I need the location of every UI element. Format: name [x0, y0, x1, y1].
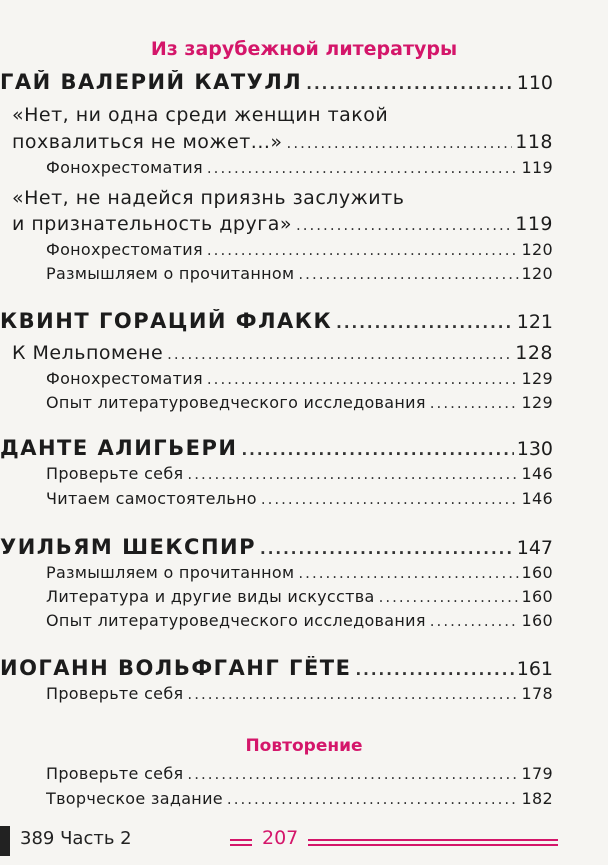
leader-dots	[207, 370, 519, 388]
leader-dots	[187, 765, 518, 783]
toc-entry-research1[interactable]	[46, 393, 553, 412]
entry-label: ИОГАНН ВОЛЬФГАНГ ГЁТЕ	[0, 656, 352, 680]
leader-dots	[379, 588, 519, 606]
entry-label: Опыт литературоведческого исследования	[46, 393, 426, 412]
leader-dots	[306, 75, 513, 93]
entry-label: Фонохрестоматия	[46, 240, 203, 259]
toc-entry-catullus[interactable]	[0, 70, 553, 94]
leader-dots	[355, 661, 513, 679]
page-number: 160	[521, 611, 553, 630]
toc-entry-check1[interactable]	[46, 464, 553, 483]
entry-label: К Мельпомене	[12, 342, 164, 364]
page-number: 160	[521, 563, 553, 582]
toc-entry-shakespeare[interactable]	[0, 535, 553, 559]
leader-dots	[430, 394, 519, 412]
entry-label: Литература и другие виды искусства	[46, 587, 375, 606]
page-number: 182	[521, 789, 553, 808]
toc-entry-selfread[interactable]	[46, 489, 553, 508]
leader-dots	[187, 465, 518, 483]
section-heading-review: Повторение	[245, 736, 363, 756]
toc-entry-arts[interactable]	[46, 587, 553, 606]
footer-edge-bar	[0, 826, 10, 856]
entry-label: Размышляем о прочитанном	[46, 264, 295, 283]
toc-entry-creative[interactable]	[46, 789, 553, 808]
toc-entry-reflect2[interactable]	[46, 563, 553, 582]
page-number: 129	[521, 393, 553, 412]
leader-dots	[287, 134, 513, 152]
entry-label: Проверьте себя	[46, 684, 184, 703]
entry-label: Читаем самостоятельно	[46, 489, 257, 508]
page-number: 146	[521, 464, 553, 483]
page-number: 179	[521, 764, 553, 783]
page-number: 129	[521, 369, 553, 388]
page-number: 161	[516, 658, 553, 680]
leader-dots	[260, 540, 514, 558]
page-number: 118	[515, 131, 553, 153]
entry-label: КВИНТ ГОРАЦИЙ ФЛАКК	[0, 309, 333, 333]
footer-rule-right	[308, 839, 558, 841]
entry-label: ДАНТЕ АЛИГЬЕРИ	[0, 436, 238, 460]
toc-entry-poem1[interactable]	[12, 131, 553, 153]
toc-entry-horace[interactable]	[0, 309, 553, 333]
footer-rule-left	[230, 839, 252, 841]
leader-dots	[298, 265, 518, 283]
leader-dots	[296, 216, 512, 234]
toc-entry-dante[interactable]	[0, 436, 553, 460]
page-number: 128	[515, 342, 553, 364]
toc-entry-poem2[interactable]	[12, 213, 553, 235]
toc-entry-phono1[interactable]	[46, 158, 553, 177]
leader-dots	[207, 159, 519, 177]
entry-label: УИЛЬЯМ ШЕКСПИР	[0, 535, 256, 559]
leader-dots	[207, 241, 519, 259]
toc-entry-poem1-line1: «Нет, ни одна среди женщин такой	[12, 104, 389, 126]
toc-entry-research2[interactable]	[46, 611, 553, 630]
entry-label: Фонохрестоматия	[46, 369, 203, 388]
page-number: 120	[521, 240, 553, 259]
page-number: 146	[521, 489, 553, 508]
leader-dots	[241, 441, 513, 459]
leader-dots	[430, 612, 519, 630]
toc-entry-goethe[interactable]	[0, 656, 553, 680]
page-number: 178	[521, 684, 553, 703]
section-heading-foreign: Из зарубежной литературы	[150, 38, 458, 60]
page-number: 160	[521, 587, 553, 606]
leader-dots	[187, 685, 518, 703]
leader-dots	[336, 314, 514, 332]
entry-label: Проверьте себя	[46, 764, 184, 783]
leader-dots	[227, 790, 519, 808]
leader-dots	[167, 345, 512, 363]
toc-entry-melpomene[interactable]	[12, 342, 553, 364]
footer-folio: 389 Часть 2	[20, 828, 132, 849]
toc-entry-phono3[interactable]	[46, 369, 553, 388]
page-number: 119	[515, 213, 553, 235]
page-footer	[0, 826, 608, 856]
leader-dots	[261, 490, 519, 508]
page-number: 110	[516, 72, 553, 94]
page-number: 119	[521, 158, 553, 177]
entry-label: Фонохрестоматия	[46, 158, 203, 177]
page-number: 147	[516, 537, 553, 559]
entry-label: Опыт литературоведческого исследования	[46, 611, 426, 630]
page-number: 130	[516, 438, 553, 460]
toc-entry-poem2-line1: «Нет, не надейся приязнь заслужить	[12, 187, 405, 209]
toc-entry-phono2[interactable]	[46, 240, 553, 259]
entry-label: Проверьте себя	[46, 464, 184, 483]
entry-label: Размышляем о прочитанном	[46, 563, 295, 582]
toc-entry-check2[interactable]	[46, 684, 553, 703]
page-number: 120	[521, 264, 553, 283]
entry-label: ГАЙ ВАЛЕРИЙ КАТУЛЛ	[0, 70, 303, 94]
footer-page-number: 207	[262, 827, 299, 849]
entry-label: похвалиться не может...»	[12, 131, 283, 153]
toc-entry-check3[interactable]	[46, 764, 553, 783]
toc-entry-reflect1[interactable]	[46, 264, 553, 283]
entry-label: и признательность друга»	[12, 213, 292, 235]
entry-label: Творческое задание	[46, 789, 223, 808]
page-number: 121	[516, 311, 553, 333]
leader-dots	[298, 564, 518, 582]
